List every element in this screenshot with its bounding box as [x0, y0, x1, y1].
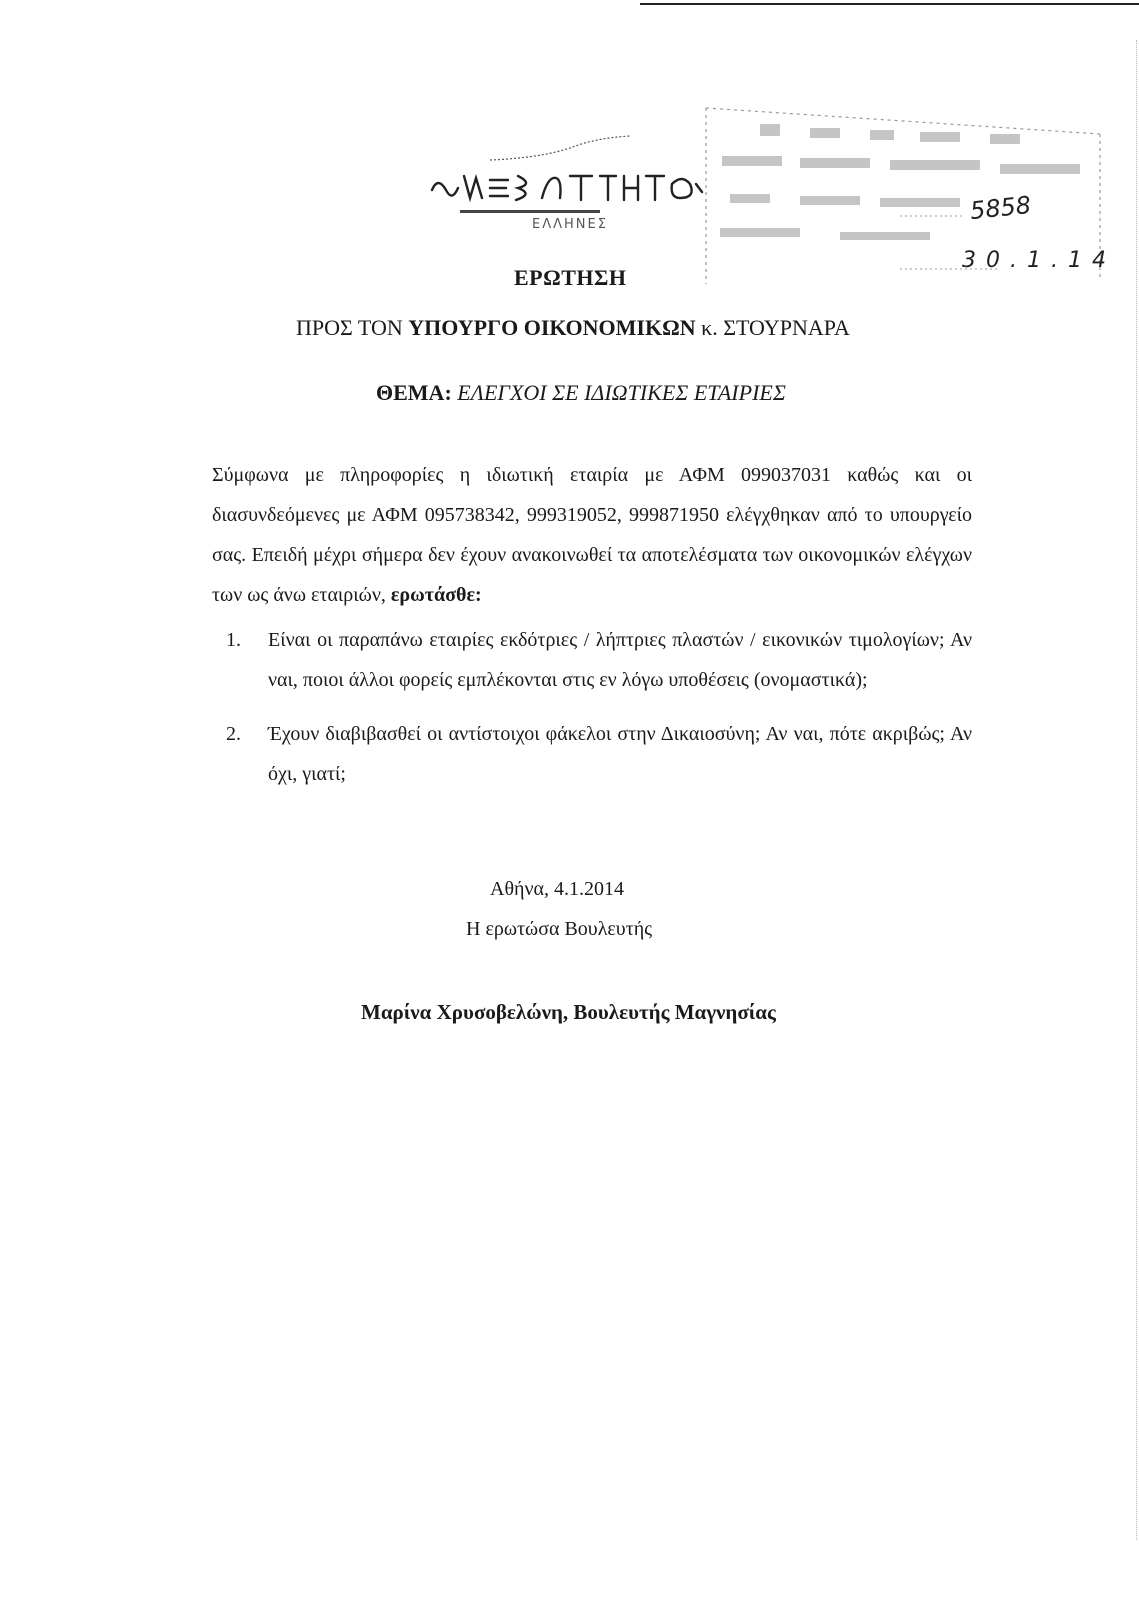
question-number: 2.	[226, 723, 241, 745]
question-text: Είναι οι παραπάνω εταιρίες εκδότριες / λήπτριες πλαστών / εικονικών τιμολογίων; Αν ναι, ποιοι άλλοι φορείς εμπλέκονται στις εν λόγω υποθέσεις (ονομαστικά);	[268, 629, 972, 691]
scan-top-border	[640, 3, 1139, 5]
subject-value: ΕΛΕΓΧΟΙ ΣΕ ΙΔΙΩΤΙΚΕΣ ΕΤΑΙΡΙΕΣ	[457, 380, 786, 405]
recipient-name: κ. ΣΤΟΥΡΝΑΡΑ	[701, 315, 850, 340]
scan-edge	[1135, 40, 1137, 1540]
place-and-date: Αθήνα, 4.1.2014	[490, 878, 625, 900]
handwritten-protocol-number: 5858	[968, 190, 1033, 226]
intro-emphasis: ερωτάσθε:	[390, 584, 482, 606]
handwritten-stamp-date: 30.1.14	[962, 248, 1116, 273]
recipient-minister: ΥΠΟΥΡΓΟ ΟΙΚΟΝΟΜΙΚΩΝ	[408, 315, 696, 340]
party-logo	[420, 128, 740, 248]
intro-paragraph	[212, 455, 972, 615]
svg-text:ΕΛΛΗΝΕΣ: ΕΛΛΗΝΕΣ	[532, 217, 608, 232]
signature-name: Μαρίνα Χρυσοβελώνη, Βουλευτής Μαγνησίας	[361, 1000, 776, 1024]
recipient-line	[296, 315, 850, 341]
subject-line	[376, 380, 786, 406]
recipient-prefix: ΠΡΟΣ ΤΟΝ	[296, 315, 403, 340]
list-item	[212, 714, 972, 794]
intro-text: Σύμφωνα με πληροφορίες η ιδιωτική εταιρία με ΑΦΜ 099037031 καθώς και οι διασυνδεόμενες με ΑΦΜ 095738342, 999319052, 999871950 ελέγχθηκαν από το υπουργείο σας. Επειδή μέχρι σήμερα δεν έχουν ανακοινωθεί τα αποτελέσματα των οικονομικών ελέγχων των ως άνω εταιριών,	[212, 464, 972, 606]
signer-role: Η ερωτώσα Βουλευτής	[466, 918, 653, 940]
subject-label: ΘΕΜΑ:	[376, 380, 452, 405]
list-item	[212, 620, 972, 700]
party-logo-graphic	[420, 128, 740, 248]
question-number: 1.	[226, 629, 241, 651]
question-text: Έχουν διαβιβασθεί οι αντίστοιχοι φάκελοι στην Δικαιοσύνη; Αν ναι, πότε ακριβώς; Αν όχι, γιατί;	[268, 723, 972, 785]
document-heading: ΕΡΩΤΗΣΗ	[514, 265, 627, 290]
question-list	[212, 620, 972, 808]
